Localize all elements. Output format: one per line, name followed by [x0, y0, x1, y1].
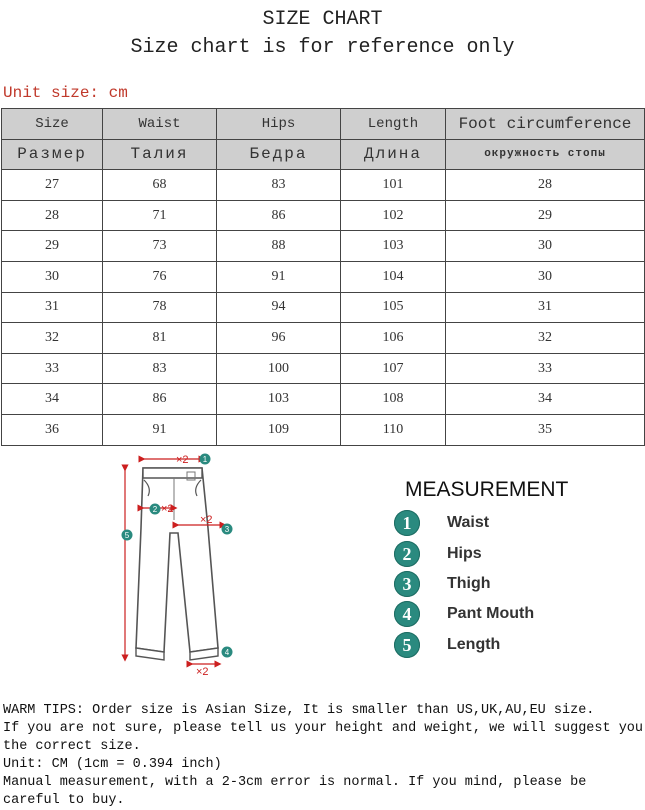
table-cell: 30: [2, 261, 103, 292]
measurement-item: [394, 631, 501, 659]
table-row: [2, 384, 645, 415]
marker-5: [122, 530, 133, 541]
tip-line: If you are not sure, please tell us your height and weight, we will suggest you the correct size.: [3, 721, 644, 754]
col-header-hips-ru: Бедра: [217, 139, 341, 170]
times-two-label: ×2: [176, 454, 189, 466]
table-cell: 27: [2, 170, 103, 201]
table-cell: 71: [103, 200, 217, 231]
table-cell: 83: [217, 170, 341, 201]
table-cell: 105: [341, 292, 446, 323]
times-two-label: ×2: [161, 503, 174, 515]
measurement-item: [394, 509, 490, 537]
times-two-label: ×2: [200, 514, 213, 526]
page-subtitle: Size chart is for reference only: [130, 36, 515, 59]
table-cell: 91: [217, 261, 341, 292]
svg-text:2: 2: [152, 505, 158, 514]
table-cell: 33: [2, 353, 103, 384]
table-cell: 29: [2, 231, 103, 262]
table-cell: 30: [446, 261, 645, 292]
pants-outline: [136, 468, 218, 660]
tip-line: WARM TIPS: Order size is Asian Size, It is smaller than US,UK,AU,EU size.: [3, 703, 595, 718]
measurement-title: MEASUREMENT: [405, 478, 569, 501]
svg-text:3: 3: [224, 525, 230, 534]
col-header-foot: Foot circumference: [446, 109, 645, 140]
table-cell: 88: [217, 231, 341, 262]
unit-label: Unit size: cm: [3, 84, 128, 102]
col-header-length: Length: [341, 109, 446, 140]
pants-diagram: [108, 448, 243, 680]
table-row: [2, 292, 645, 323]
table-cell: 108: [341, 384, 446, 415]
col-header-foot-ru: окружность стопы: [446, 139, 645, 170]
tip-line: Unit: CM (1cm = 0.394 inch): [3, 757, 222, 772]
measurement-item: [394, 600, 535, 628]
table-cell: 103: [217, 384, 341, 415]
table-cell: 107: [341, 353, 446, 384]
marker-3: [222, 524, 233, 535]
table-cell: 28: [2, 200, 103, 231]
col-header-hips: Hips: [217, 109, 341, 140]
table-cell: 109: [217, 414, 341, 445]
table-cell: 81: [103, 323, 217, 354]
table-cell: 110: [341, 414, 446, 445]
table-cell: 86: [217, 200, 341, 231]
number-badge: 3: [394, 571, 420, 597]
number-badge: 2: [394, 541, 420, 567]
table-cell: 86: [103, 384, 217, 415]
marker-2: [150, 504, 161, 515]
table-cell: 102: [341, 200, 446, 231]
table-cell: 31: [2, 292, 103, 323]
marker-4: [222, 647, 233, 658]
table-row: [2, 231, 645, 262]
table-cell: 78: [103, 292, 217, 323]
table-cell: 68: [103, 170, 217, 201]
header-row-ru: [2, 139, 645, 170]
table-cell: 29: [446, 200, 645, 231]
table-cell: 28: [446, 170, 645, 201]
measurement-item: [394, 570, 491, 598]
table-row: [2, 200, 645, 231]
col-header-size-ru: Размер: [2, 139, 103, 170]
measurement-label: Length: [447, 636, 501, 653]
table-cell: 100: [217, 353, 341, 384]
col-header-waist-ru: Талия: [103, 139, 217, 170]
measurement-label: Thigh: [447, 575, 491, 592]
tip-line: Manual measurement, with a 2-3cm error is normal. If you mind, please be careful to buy.: [3, 775, 587, 808]
table-cell: 96: [217, 323, 341, 354]
table-cell: 31: [446, 292, 645, 323]
svg-text:1: 1: [202, 455, 208, 464]
table-cell: 36: [2, 414, 103, 445]
table-cell: 83: [103, 353, 217, 384]
table-row: [2, 323, 645, 354]
table-cell: 103: [341, 231, 446, 262]
table-cell: 104: [341, 261, 446, 292]
table-cell: 30: [446, 231, 645, 262]
table-cell: 35: [446, 414, 645, 445]
table-cell: 32: [2, 323, 103, 354]
table-cell: 94: [217, 292, 341, 323]
measurement-label: Waist: [447, 514, 490, 531]
table-row: [2, 170, 645, 201]
number-badge: 1: [394, 510, 420, 536]
measurement-item: [394, 540, 482, 568]
number-badge: 4: [394, 601, 420, 627]
table-cell: 91: [103, 414, 217, 445]
table-row: [2, 414, 645, 445]
measurement-label: Hips: [447, 545, 482, 562]
table-cell: 106: [341, 323, 446, 354]
svg-text:5: 5: [124, 531, 130, 540]
measurement-label: Pant Mouth: [447, 605, 535, 622]
table-cell: 101: [341, 170, 446, 201]
col-header-length-ru: Длина: [341, 139, 446, 170]
table-cell: 34: [446, 384, 645, 415]
col-header-size: Size: [2, 109, 103, 140]
table-cell: 33: [446, 353, 645, 384]
marker-1: [200, 454, 211, 465]
number-badge: 5: [394, 632, 420, 658]
times-two-label: ×2: [196, 666, 209, 678]
page-title: SIZE CHART: [262, 8, 383, 31]
table-cell: 32: [446, 323, 645, 354]
warm-tips: [3, 702, 643, 810]
table-cell: 34: [2, 384, 103, 415]
table-row: [2, 353, 645, 384]
svg-text:4: 4: [224, 648, 230, 657]
size-table: [1, 108, 645, 446]
table-row: [2, 261, 645, 292]
header-row-en: [2, 109, 645, 140]
col-header-waist: Waist: [103, 109, 217, 140]
table-cell: 76: [103, 261, 217, 292]
table-cell: 73: [103, 231, 217, 262]
